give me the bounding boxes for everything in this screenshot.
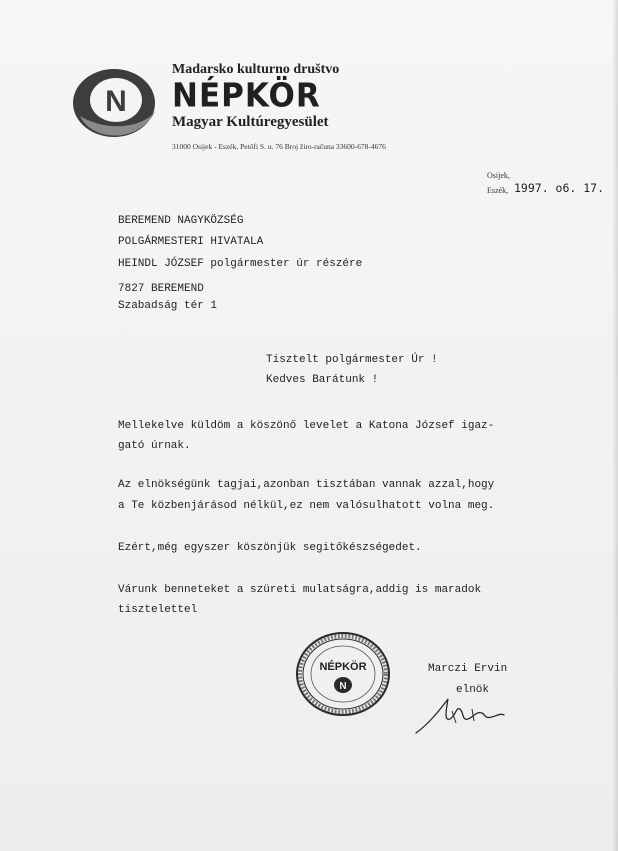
body-p2-line-2: a Te közbenjárásod nélkül,ez nem valósulhatott volna meg.: [118, 500, 495, 512]
stamp-brand-text: NÉPKÖR: [319, 661, 367, 673]
recipient-line-5: Szabadság tér 1: [118, 300, 218, 312]
signer-title: elnök: [456, 684, 490, 696]
place-line-2: Eszék,: [487, 186, 509, 195]
brand-name: NÉPKÖR: [172, 77, 321, 115]
salutation-line-2: Kedves Barátunk !: [266, 374, 379, 386]
handwritten-signature: [412, 697, 512, 737]
recipient-line-4: 7827 BEREMEND: [118, 283, 204, 295]
logo-letter: N: [105, 85, 127, 118]
stamp-logo-letter: N: [339, 681, 347, 692]
nepkor-logo-icon: [70, 64, 158, 142]
recipient-line-2: POLGÁRMESTERI HIVATALA: [118, 236, 264, 248]
page-shadow-edge: [612, 0, 618, 851]
place-line-1: Osijek,: [487, 171, 510, 180]
body-p3-line-1: Ezért,még egyszer köszönjük segitőkészségedet.: [118, 542, 422, 554]
body-p1-line-1: Mellekelve küldöm a köszönő levelet a Katona József igaz-: [118, 420, 495, 432]
body-p2-line-1: Az elnökségünk tagjai,azonban tisztában vannak azzal,hogy: [118, 479, 495, 491]
org-name-croatian: Madarsko kulturno društvo: [172, 62, 340, 77]
nepkor-stamp: [294, 631, 392, 717]
letter-date: 1997. o6. 17.: [514, 181, 605, 195]
org-address: 31000 Osijek - Eszék, Petőfi S. u. 76 Broj žiro-računa 33600-678-4676: [172, 142, 386, 151]
org-name-hungarian: Magyar Kultúregyesület: [172, 114, 329, 130]
recipient-line-3: HEINDL JÓZSEF polgármester úr részére: [118, 258, 363, 270]
recipient-line-1: BEREMEND NAGYKÖZSÉG: [118, 215, 244, 227]
body-p1-line-2: gató úrnak.: [118, 440, 191, 452]
body-p4-line-2: tisztelettel: [118, 604, 198, 616]
salutation-line-1: Tisztelt polgármester Úr !: [266, 354, 438, 366]
body-p4-line-1: Várunk benneteket a szüreti mulatságra,addig is maradok: [118, 584, 482, 596]
signer-name: Marczi Ervin: [428, 663, 508, 675]
